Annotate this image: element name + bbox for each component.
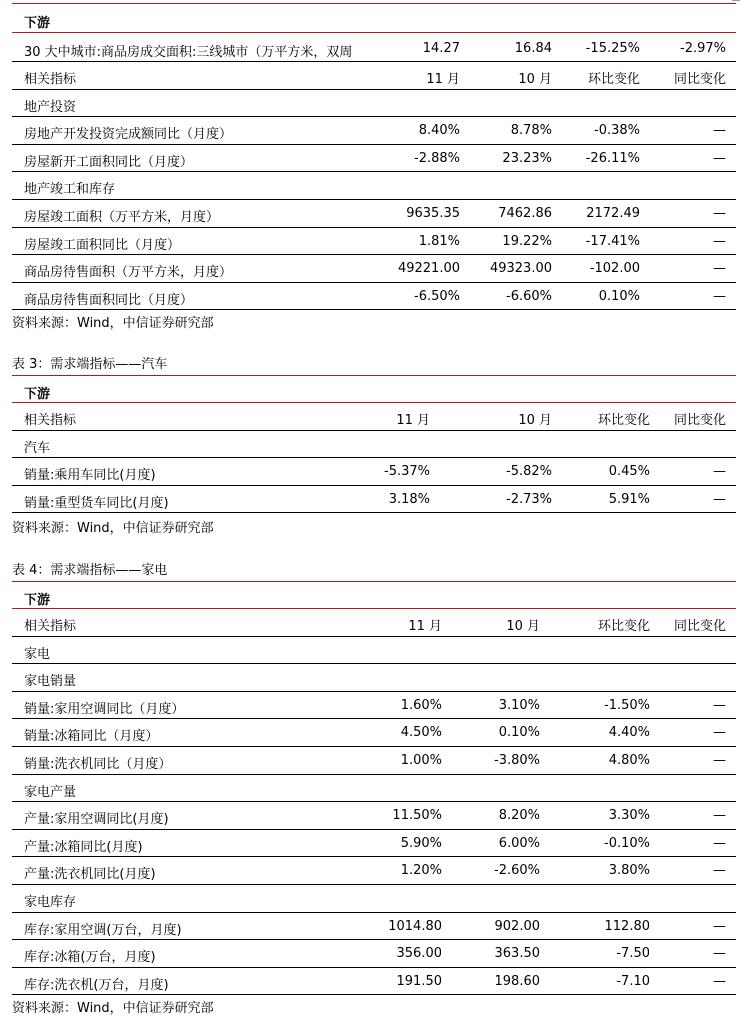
table-row <box>12 458 736 486</box>
cell-mom: 0.45% <box>608 464 650 480</box>
cell-mom: 2172.49 <box>586 205 640 221</box>
table-row <box>12 200 736 228</box>
cell-oct: 363.50 <box>494 946 540 962</box>
row-label: 商品房待售面积同比（月度） <box>24 292 194 308</box>
downstream-label: 下游 <box>24 387 51 402</box>
table-header-row <box>12 62 736 90</box>
cell-nov: 1.00% <box>400 752 442 768</box>
header-yoy: 同比变化 <box>673 413 726 428</box>
cell-oct: 49323.00 <box>489 261 552 277</box>
cell-oct: 902.00 <box>494 918 540 934</box>
cell-nov: 1014.80 <box>388 918 442 934</box>
downstream-label: 下游 <box>24 593 51 608</box>
row-label: 产量:洗衣机同比(月度) <box>24 867 156 883</box>
cell-mom: 4.80% <box>608 752 650 768</box>
row-label: 家电产量 <box>24 784 77 800</box>
row-label: 家电 <box>24 646 51 662</box>
header-nov: 11 月 <box>426 72 460 87</box>
source-note: 资料来源：Wind，中信证券研究部 <box>12 521 214 536</box>
table-row <box>12 90 736 118</box>
table-row <box>12 255 736 283</box>
cell-oct: 8.20% <box>498 808 540 824</box>
table-row <box>12 830 736 858</box>
table-row <box>12 33 736 62</box>
cell-nov: 191.50 <box>396 973 442 989</box>
cell-mom: -102.00 <box>589 261 640 277</box>
table-real-estate <box>12 3 736 310</box>
header-indicator: 相关指标 <box>24 72 77 87</box>
row-label: 销量:冰箱同比（月度） <box>24 729 159 745</box>
cell-mom: 3.80% <box>608 863 650 879</box>
cell-mom: -15.25% <box>585 41 640 56</box>
table-auto <box>12 375 736 513</box>
header-yoy: 同比变化 <box>673 619 726 634</box>
header-oct: 10 月 <box>518 413 552 428</box>
cell-mom: 5.91% <box>608 491 650 507</box>
table-row <box>12 692 736 720</box>
cell-yoy: -2.97% <box>680 41 726 56</box>
row-label: 销量:洗衣机同比（月度） <box>24 756 172 772</box>
cell-oct: 6.00% <box>498 835 540 851</box>
cell-nov: 1.60% <box>400 697 442 713</box>
header-indicator: 相关指标 <box>24 619 77 634</box>
table-row <box>12 775 736 803</box>
cell-nov: 9635.35 <box>406 205 460 221</box>
cell-nov: 356.00 <box>396 946 442 962</box>
header-mom: 环比变化 <box>587 72 640 87</box>
cell-nov: 4.50% <box>400 725 442 741</box>
header-oct: 10 月 <box>518 72 552 87</box>
row-label: 商品房待售面积（万平方米，月度） <box>24 265 233 281</box>
row-label: 汽车 <box>24 440 51 456</box>
cell-yoy: — <box>713 205 726 221</box>
table-row <box>12 664 736 692</box>
cell-oct: -5.82% <box>506 464 552 480</box>
table-row <box>12 940 736 968</box>
table-row <box>12 857 736 885</box>
downstream-label: 下游 <box>24 16 51 31</box>
cell-yoy: — <box>713 808 726 824</box>
header-oct: 10 月 <box>506 619 540 634</box>
cell-oct: 19.22% <box>502 233 552 249</box>
cell-nov: 1.20% <box>400 863 442 879</box>
table-caption: 表 4：需求端指标——家电 <box>12 563 168 578</box>
header-yoy: 同比变化 <box>673 72 726 87</box>
table-row <box>12 637 736 665</box>
cell-yoy: — <box>713 752 726 768</box>
cell-mom: -0.38% <box>594 123 640 139</box>
cell-yoy: — <box>713 491 726 507</box>
cell-nov: -6.50% <box>414 288 460 304</box>
cell-oct: -3.80% <box>494 752 540 768</box>
row-label: 房屋竣工面积（万平方米，月度） <box>24 209 220 225</box>
cell-nov: 49221.00 <box>397 261 460 277</box>
row-label: 家电库存 <box>24 894 77 910</box>
cell-mom: -7.50 <box>616 946 650 962</box>
cell-yoy: — <box>713 946 726 962</box>
cell-nov: 5.90% <box>400 835 442 851</box>
row-label: 库存:冰箱(万台，月度) <box>24 950 156 966</box>
cell-yoy: — <box>713 464 726 480</box>
cell-mom: 4.40% <box>608 725 650 741</box>
cell-yoy: — <box>713 863 726 879</box>
cell-yoy: — <box>713 233 726 249</box>
table-row <box>12 228 736 256</box>
table-row <box>12 968 736 996</box>
table-row <box>12 145 736 173</box>
table-row <box>12 719 736 747</box>
row-label: 30 大中城市:商品房成交面积:三线城市（万平方米，双周 <box>24 45 353 60</box>
cell-yoy: — <box>713 150 726 166</box>
cell-yoy: — <box>713 725 726 741</box>
source-note: 资料来源：Wind，中信证券研究部 <box>12 1001 214 1016</box>
cell-yoy: — <box>713 123 726 139</box>
table-row <box>12 283 736 311</box>
table-row <box>12 172 736 200</box>
cell-mom: -26.11% <box>585 150 640 166</box>
cell-oct: 23.23% <box>502 150 552 166</box>
cell-nov: 11.50% <box>392 808 442 824</box>
cell-yoy: — <box>713 973 726 989</box>
row-label: 产量:家用空调同比(月度) <box>24 812 169 828</box>
cell-oct: 198.60 <box>494 973 540 989</box>
cell-nov: 1.81% <box>418 233 460 249</box>
header-nov: 11 月 <box>396 413 430 428</box>
cell-oct: 3.10% <box>498 697 540 713</box>
header-indicator: 相关指标 <box>24 413 77 428</box>
cell-nov: -5.37% <box>384 464 430 480</box>
cell-oct: 16.84 <box>514 41 552 56</box>
cell-mom: -7.10 <box>616 973 650 989</box>
cell-nov: 3.18% <box>388 491 430 507</box>
cell-yoy: — <box>713 835 726 851</box>
header-mom: 环比变化 <box>597 619 650 634</box>
cell-nov: 8.40% <box>418 123 460 139</box>
cell-nov: 14.27 <box>422 41 460 56</box>
cell-oct: 0.10% <box>498 725 540 741</box>
row-label: 房屋新开工面积同比（月度） <box>24 154 194 170</box>
table-downstream-row <box>12 4 736 33</box>
cell-mom: -1.50% <box>604 697 650 713</box>
cell-mom: 112.80 <box>604 918 650 934</box>
source-note: 资料来源：Wind，中信证券研究部 <box>12 316 214 331</box>
cell-mom: 3.30% <box>608 808 650 824</box>
row-label: 房屋竣工面积同比（月度） <box>24 237 181 253</box>
table-downstream-row <box>12 376 736 403</box>
row-label: 房地产开发投资完成额同比（月度） <box>24 127 233 143</box>
table-row <box>12 747 736 775</box>
table-appliances <box>12 581 736 995</box>
row-label: 地产投资 <box>24 99 77 115</box>
row-label: 销量:重型货车同比(月度) <box>24 495 169 511</box>
cell-yoy: — <box>713 697 726 713</box>
cell-oct: -2.73% <box>506 491 552 507</box>
cell-oct: 7462.86 <box>498 205 552 221</box>
row-label: 库存:洗衣机(万台，月度) <box>24 977 169 993</box>
cell-mom: -0.10% <box>604 835 650 851</box>
table-row <box>12 885 736 913</box>
table-row <box>12 486 736 514</box>
cell-oct: -6.60% <box>506 288 552 304</box>
table-row <box>12 431 736 459</box>
cell-yoy: — <box>713 261 726 277</box>
table-row <box>12 117 736 145</box>
cell-yoy: — <box>713 918 726 934</box>
table-row <box>12 802 736 830</box>
table-header-row <box>12 403 736 431</box>
table-downstream-row <box>12 582 736 609</box>
table-caption: 表 3：需求端指标——汽车 <box>12 357 168 372</box>
header-mom: 环比变化 <box>597 413 650 428</box>
cell-mom: 0.10% <box>598 288 640 304</box>
table-header-row <box>12 609 736 637</box>
cell-mom: -17.41% <box>585 233 640 249</box>
table-row <box>12 913 736 941</box>
cell-nov: -2.88% <box>414 150 460 166</box>
row-label: 地产竣工和库存 <box>24 182 116 198</box>
cell-oct: 8.78% <box>510 123 552 139</box>
row-label: 销量:乘用车同比(月度) <box>24 468 156 484</box>
row-label: 产量:冰箱同比(月度) <box>24 839 143 855</box>
cell-yoy: — <box>713 288 726 304</box>
cell-oct: -2.60% <box>494 863 540 879</box>
row-label: 库存:家用空调(万台，月度) <box>24 922 182 938</box>
header-nov: 11 月 <box>408 619 442 634</box>
row-label: 家电销量 <box>24 674 77 690</box>
row-label: 销量:家用空调同比（月度） <box>24 701 185 717</box>
